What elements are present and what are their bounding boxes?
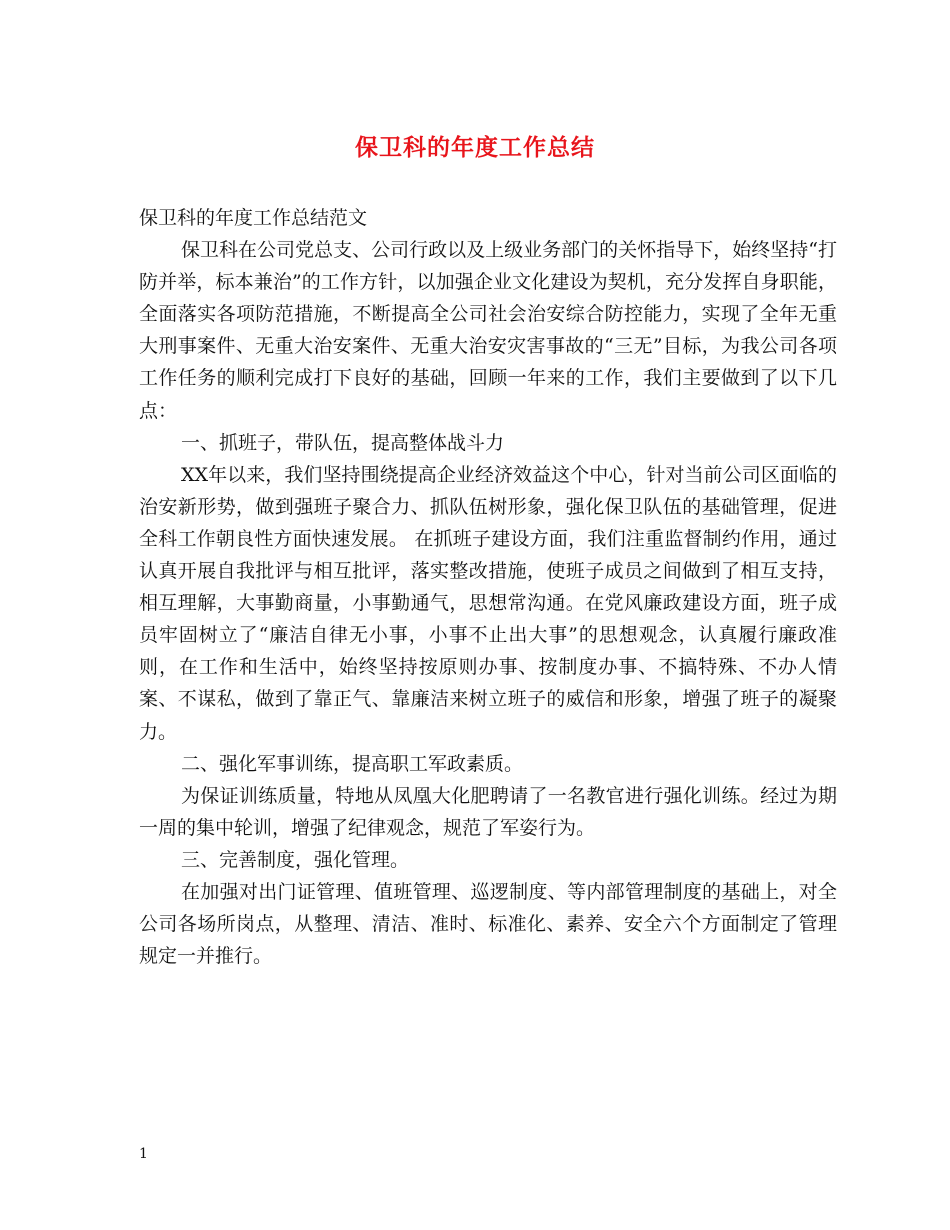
- document-title: 保卫科的年度工作总结: [355, 134, 595, 161]
- paragraph-section-2: 为保证训练质量，特地从凤凰大化肥聘请了一名教官进行强化训练。经过为期一周的集中轮训，增强了纪律观念，规范了军姿行为。: [139, 784, 837, 839]
- paragraph-section-1: XX年以来，我们坚持围绕提高企业经济效益这个中心，针对当前公司区面临的治安新形势，做到强班子聚合力、抓队伍树形象，强化保卫队伍的基础管理，促进全科工作朝良性方面快速发展。 在抓班子建设方面，我们注重监督制约作用，通过认真开展自我批评与相互批评，落实整改措施，使班子成员之间做到了相互支持，相互理解，大事勤商量，小事勤通气，思想常沟通。在党风廉政建设方面，班子成员牢固树立了“廉洁自律无小事，小事不止出大事”的思想观念，认真履行廉政准则，在工作和生活中，始终坚持按原则办事、按制度办事、不搞特殊、不办人情案、不谋私，做到了靠正气、靠廉洁来树立班子的威信和形象，增强了班子的凝聚力。: [139, 463, 837, 743]
- paragraph-section-3: 在加强对出门证管理、值班管理、巡逻制度、等内部管理制度的基础上，对全公司各场所岗点，从整理、清洁、准时、标准化、素养、安全六个方面制定了管理规定一并推行。: [139, 880, 837, 968]
- document-body: [139, 202, 837, 972]
- section-heading-1: 一、抓班子，带队伍，提高整体战斗力: [181, 431, 505, 454]
- section-heading-3: 三、完善制度，强化管理。: [181, 848, 410, 871]
- paragraph-intro: 保卫科在公司党总支、公司行政以及上级业务部门的关怀指导下，始终坚持“打防并举，标本兼治”的工作方针，以加强企业文化建设为契机，充分发挥自身职能，全面落实各项防范措施，不断提高全公司社会治安综合防控能力，实现了全年无重大刑事案件、无重大治安案件、无重大治安灾害事故的“三无”目标，为我公司各项工作任务的顺利完成打下良好的基础，回顾一年来的工作，我们主要做到了以下几点：: [139, 239, 837, 422]
- page-number: 1: [139, 1146, 148, 1162]
- section-heading-2: 二、强化军事训练，提高职工军政素质。: [181, 752, 524, 775]
- document-subtitle: 保卫科的年度工作总结范文: [139, 207, 368, 229]
